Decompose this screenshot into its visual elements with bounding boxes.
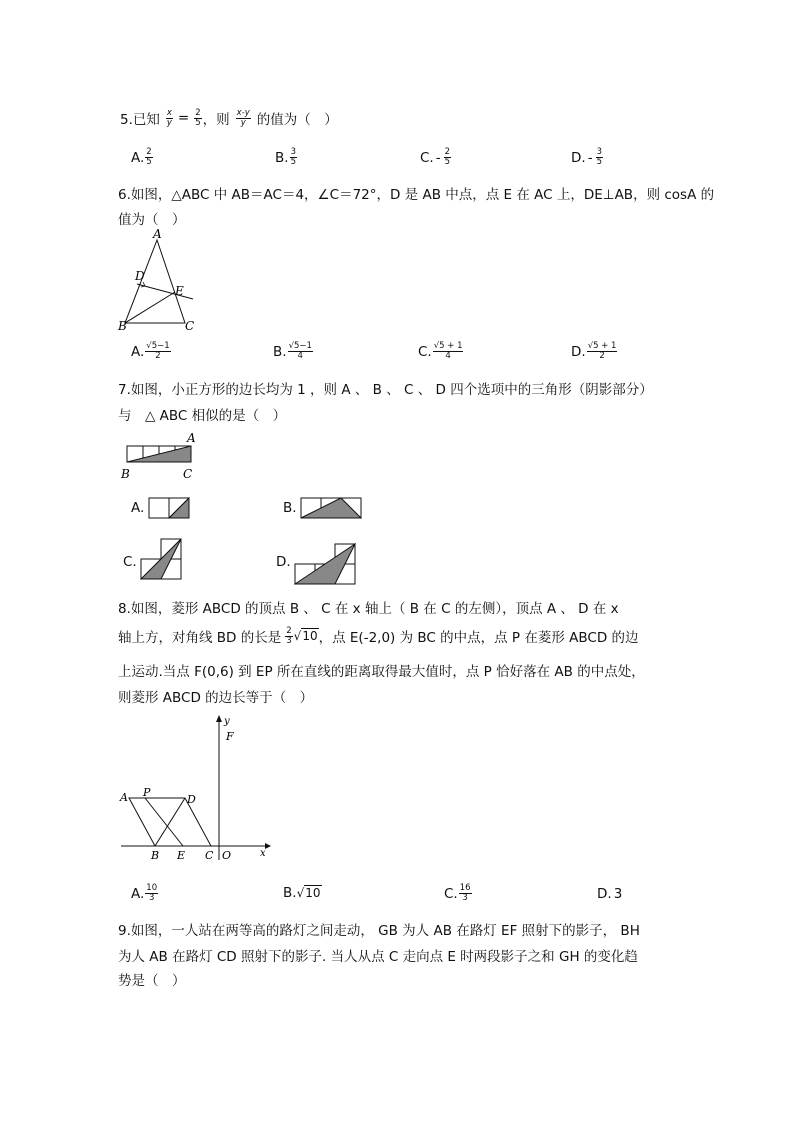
q7-label-a: A bbox=[187, 431, 196, 445]
q9-line-3: 势是（ ） bbox=[118, 973, 186, 989]
q8-label-c: C bbox=[205, 849, 214, 862]
q5-fraction-x-over-y: $\frac{x}{y}$ bbox=[166, 107, 172, 128]
q7-option-b-figure bbox=[300, 497, 362, 519]
q5-prefix: 5.已知 bbox=[120, 112, 160, 128]
q6-triangle-figure bbox=[115, 228, 200, 336]
q8-option-a[interactable]: A. $\frac{10}{3}$ bbox=[131, 883, 158, 903]
q9-line-1: 9.如图，一人站在两等高的路灯之间走动， GB 为人 AB 在路灯 EF 照射下的影子， BH bbox=[118, 923, 640, 939]
q9-line-2: 为人 AB 在路灯 CD 照射下的影子. 当人从点 C 走向点 E 时两段影子之和 GH 的变化趋 bbox=[118, 949, 638, 965]
q8-line-2: 轴上方，对角线 BD 的长是 $\frac{2}{3}$ √10 ，点 E(-2,0) 为 BC 的中点，点 P 在菱形 ABCD 的边 bbox=[118, 625, 639, 646]
q8-label-f: F bbox=[226, 730, 234, 743]
q8-label-p: P bbox=[143, 786, 151, 799]
q5-stem: 5.已知 $\frac{x}{y}$ = $\frac{2}{5}$ ，则 $\frac{x-y}{y}$ 的值为（ ） bbox=[120, 107, 338, 128]
q8-line-4: 则菱形 ABCD 的边长等于（ ） bbox=[118, 690, 314, 706]
q8-option-c[interactable]: C. $\frac{16}{3}$ bbox=[444, 883, 471, 903]
q8-label-y: y bbox=[224, 716, 230, 727]
q6-line-2: 值为（ ） bbox=[118, 212, 186, 228]
q5-option-a[interactable]: A. $\frac{2}{5}$ bbox=[131, 147, 152, 167]
q6-option-c[interactable]: C. $\frac{√5 + 1}{4}$ bbox=[418, 341, 463, 361]
q7-line-2: 与 △ ABC 相似的是（ ） bbox=[118, 408, 287, 424]
q6-line-1: 6.如图，△ABC 中 AB＝AC＝4，∠C＝72°，D 是 AB 中点，点 E 在 AC 上，DE⊥AB，则 cosA 的 bbox=[118, 187, 715, 203]
q7-option-c-figure bbox=[140, 538, 184, 580]
q7-line-1: 7.如图，小正方形的边长均为 1 ，则 A 、 B 、 C 、 D 四个选项中的三角形（阴影部分） bbox=[118, 382, 653, 398]
q8-label-a: A bbox=[120, 791, 128, 804]
q7-option-c-label[interactable]: C. bbox=[123, 554, 137, 570]
q6-label-c: C bbox=[185, 319, 195, 333]
q8-sqrt-10: √10 bbox=[293, 629, 318, 643]
q8-label-e: E bbox=[177, 849, 186, 862]
q6-label-e: E bbox=[175, 284, 184, 298]
q7-reference-figure bbox=[115, 430, 201, 484]
q5-option-d[interactable]: D. - $\frac{3}{5}$ bbox=[571, 147, 602, 167]
q5-fraction-two-fifths: $\frac{2}{5}$ bbox=[195, 107, 201, 128]
q6-option-d[interactable]: D. $\frac{√5 + 1}{2}$ bbox=[571, 341, 617, 361]
q5-suffix: 的值为（ ） bbox=[256, 112, 338, 128]
q8-label-b: B bbox=[151, 849, 160, 862]
q8-line-1: 8.如图，菱形 ABCD 的顶点 B 、 C 在 x 轴上（ B 在 C 的左侧），顶点 A 、 D 在 x bbox=[118, 601, 619, 617]
q6-label-a: A bbox=[153, 228, 162, 241]
q5-then: ，则 bbox=[202, 112, 230, 128]
q6-label-d: D bbox=[135, 269, 145, 283]
q8-rhombus-figure bbox=[115, 712, 275, 864]
q7-option-b-label[interactable]: B. bbox=[283, 500, 297, 516]
q6-option-a[interactable]: A. $\frac{√5-1}{2}$ bbox=[131, 341, 170, 361]
q7-option-a-figure bbox=[148, 497, 190, 519]
q7-option-a-label[interactable]: A. bbox=[131, 500, 145, 516]
q6-label-b: B bbox=[118, 319, 127, 333]
q8-label-d: D bbox=[187, 793, 196, 806]
q7-label-c: C bbox=[183, 467, 193, 481]
q8-line-3: 上运动.当点 F(0,6) 到 EP 所在直线的距离取得最大值时，点 P 恰好落在 AB 的中点处， bbox=[118, 664, 645, 680]
q7-option-d-label[interactable]: D. bbox=[276, 554, 291, 570]
q8-option-b[interactable]: B. √10 bbox=[283, 885, 321, 901]
q8-option-d[interactable]: D. 3 bbox=[597, 886, 623, 902]
q5-option-b[interactable]: B. $\frac{3}{5}$ bbox=[275, 147, 296, 167]
q7-label-b: B bbox=[121, 467, 130, 481]
q7-option-d-figure bbox=[294, 543, 356, 585]
q6-option-b[interactable]: B. $\frac{√5-1}{4}$ bbox=[273, 341, 312, 361]
q8-label-o: O bbox=[222, 849, 232, 862]
q5-option-c[interactable]: C. - $\frac{2}{5}$ bbox=[420, 147, 451, 167]
q5-fraction-xy-over-y: $\frac{x-y}{y}$ bbox=[236, 107, 250, 128]
q8-label-x: x bbox=[260, 848, 266, 859]
